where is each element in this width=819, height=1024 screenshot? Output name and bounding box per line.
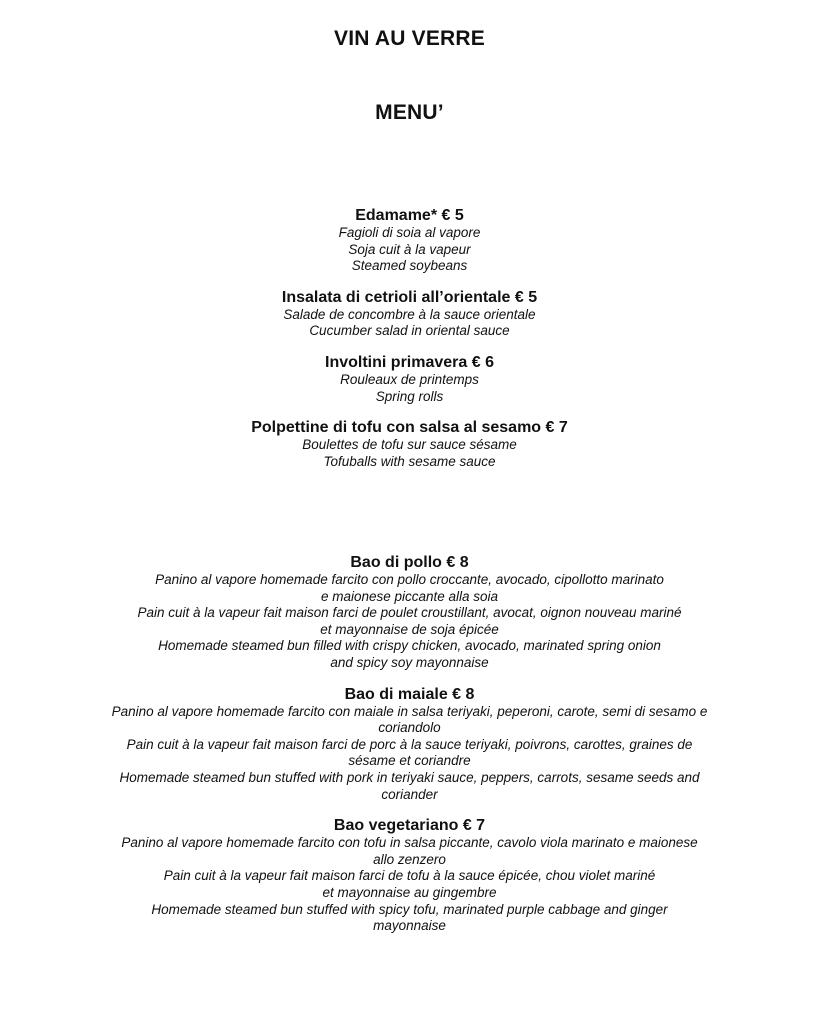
item-description-line: Steamed soybeans	[351, 258, 468, 274]
item-name: Bao di maiale € 8	[344, 685, 475, 703]
item-description-line: Cucumber salad in oriental sauce	[309, 323, 510, 339]
starters-section	[0, 206, 819, 470]
item-description-line: Homemade steamed bun stuffed with spicy tofu, marinated purple cabbage and ginger	[151, 901, 668, 917]
item-description-line: Homemade steamed bun stuffed with pork in teriyaki sauce, peppers, carrots, sesame seeds and	[119, 769, 700, 785]
item-description-line: Fagioli di soia al vapore	[338, 225, 481, 240]
item-description-line: and spicy soy mayonnaise	[330, 654, 489, 670]
menu-item	[0, 288, 819, 340]
menu-item	[0, 418, 819, 470]
bao-section	[0, 553, 819, 935]
menu-heading: MENU’	[375, 101, 444, 124]
item-description-line: Panino al vapore homemade farcito con tofu in salsa piccante, cavolo viola marinato e maionese	[121, 835, 698, 851]
item-description-line: e maionese piccante alla soia	[320, 588, 499, 604]
item-name: Bao vegetariano € 7	[333, 817, 486, 835]
item-description-line: Soja cuit à la vapeur	[348, 241, 471, 257]
item-description-line: et mayonnaise au gingembre	[322, 884, 497, 900]
item-description-line: coriandolo	[378, 720, 441, 736]
item-description-line: Pain cuit à la vapeur fait maison farci de tofu à la sauce épicée, chou violet mariné	[163, 868, 656, 884]
item-description-line: coriander	[381, 786, 438, 802]
item-description-line: Salade de concombre à la sauce orientale	[283, 306, 536, 322]
item-description-line: Boulettes de tofu sur sauce sésame	[302, 437, 517, 453]
menu-item	[0, 206, 819, 275]
item-description-line: sésame et coriandre	[348, 753, 471, 769]
item-description-line: Pain cuit à la vapeur fait maison farci de poulet croustillant, avocat, oignon nouveau mariné	[137, 605, 682, 621]
item-description-line: Tofuballs with sesame sauce	[323, 453, 496, 469]
restaurant-title: VIN AU VERRE	[334, 27, 485, 50]
item-name: Involtini primavera € 6	[325, 353, 494, 371]
item-description-line: Rouleaux de printemps	[340, 371, 479, 387]
item-description-line: Pain cuit à la vapeur fait maison farci de porc à la sauce teriyaki, poivrons, carottes, graines de	[126, 736, 693, 752]
item-name: Insalata di cetrioli all’orientale € 5	[281, 288, 538, 306]
item-description-line: Spring rolls	[375, 388, 444, 404]
menu-item	[0, 353, 819, 405]
item-description-line: et mayonnaise de soja épicée	[320, 621, 499, 637]
item-name: Edamame* € 5	[355, 207, 464, 224]
menu-item	[0, 685, 819, 804]
item-description-line: allo zenzero	[373, 851, 446, 867]
item-description-line: mayonnaise	[373, 918, 446, 934]
menu-item	[0, 816, 819, 935]
menu-item	[0, 553, 819, 672]
item-description-line: Panino al vapore homemade farcito con maiale in salsa teriyaki, peperoni, carote, semi di sesamo e	[111, 703, 708, 719]
item-description-line: Panino al vapore homemade farcito con pollo croccante, avocado, cipollotto marinato	[155, 572, 664, 587]
item-name: Bao di pollo € 8	[350, 554, 469, 571]
item-name: Polpettine di tofu con salsa al sesamo € 7	[251, 419, 568, 437]
item-description-line: Homemade steamed bun filled with crispy chicken, avocado, marinated spring onion	[158, 638, 661, 654]
